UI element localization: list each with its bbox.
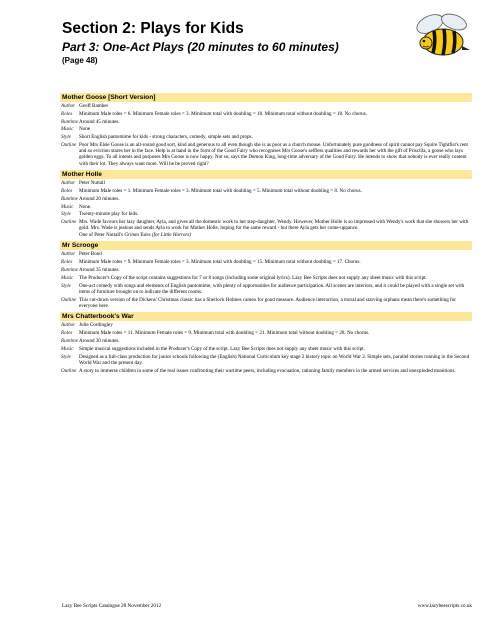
- outline-value: A story to immerse children in some of the real issues confronting their wartime peers, including evacuation, rationing family members in the armed services and unexploded munitions.: [79, 367, 456, 374]
- field-label: Author: [61, 251, 76, 258]
- roles-row: [60, 111, 472, 117]
- music-value: Simple musical suggestions included in the Producer's Copy of the script. Lazy Bee Scripts does not supply any sheet music with this script.: [79, 345, 365, 352]
- music-value: None.: [79, 203, 92, 210]
- style-row: [60, 283, 472, 295]
- runtime-row: [60, 338, 472, 344]
- plays-list: [60, 93, 472, 377]
- music-row: [60, 346, 472, 352]
- runtime-value: Around 35 minutes.: [79, 266, 120, 273]
- field-label: Music: [61, 203, 74, 210]
- music-value: None: [79, 126, 91, 133]
- author-value: Peter Bond: [79, 251, 102, 258]
- collection-title: Grimm Tales (for Little Horrors): [124, 231, 192, 238]
- style-row: [60, 211, 472, 217]
- field-label: Style: [61, 211, 71, 218]
- field-label: Style: [61, 282, 71, 289]
- runtime-value: Around 30 minutes.: [79, 338, 120, 345]
- outline-row: [60, 142, 472, 167]
- music-row: [60, 126, 472, 132]
- footer-website-link[interactable]: www.lazybeescripts.co.uk: [417, 603, 472, 609]
- author-value: Geoff Bamber: [79, 103, 109, 109]
- style-row: [60, 134, 472, 140]
- outline-value: This cut-down version of the Dickens' Christmas classic has a Sherlock Holmes cameo for good measure. Audience interaction, a moral and starving orphans mean there's something for everyone here.: [79, 296, 456, 309]
- field-label: Runtime: [61, 118, 78, 125]
- author-row: [60, 322, 472, 328]
- footer-catalogue-date: Lazy Bee Scripts Catalogue 28 November 2012: [62, 603, 162, 609]
- runtime-row: [60, 196, 472, 202]
- style-value: One-act comedy with songs and elements of English pantomime, with plenty of opportunities for audience participation. All scenes are interiors, and it could be played with a single set with items of furniture brought on to indicate the different rooms.: [79, 282, 465, 295]
- field-label: Style: [61, 353, 71, 360]
- outline-value: [79, 219, 472, 238]
- field-label: Roles: [61, 188, 73, 195]
- music-row: [60, 204, 472, 210]
- field-label: Roles: [61, 330, 73, 337]
- field-label: Outline: [61, 219, 77, 226]
- outline-text: Mrs. Wade favours her lazy daughter, Ayla, and gives all the domestic work to her step-daughter, Wendy. However, Mother Holle is so impressed with Wendy's work that she showers her with gold. Mrs. Wade is jealous and sends Ayla to work for Mother Holle, hoping for the same reward - but there Ayla gets her come-uppance.: [79, 219, 469, 232]
- outline-row: [60, 219, 472, 238]
- roles-row: [60, 330, 472, 336]
- author-value: Julie Cordingley: [79, 322, 113, 329]
- style-value: Twenty-minute play for kids.: [79, 211, 139, 218]
- field-label: Outline: [61, 367, 77, 374]
- lazy-bee-logo-icon: [412, 10, 474, 62]
- field-label: Music: [61, 345, 74, 352]
- outline-extra-prefix: One of Peter Nuttall's: [79, 231, 125, 238]
- play-title: Mother Goose [Short Version]: [60, 93, 472, 102]
- field-label: Outline: [61, 141, 77, 148]
- roles-value: Minimum Male roles = 11. Minimum Female roles = 9. Minimum total with doubling = 21. Minimum total without doubling = 28. No chorus.: [79, 330, 370, 337]
- field-label: Music: [61, 126, 74, 133]
- play-entry-mother-goose: [60, 93, 472, 167]
- field-label: Runtime: [61, 338, 78, 345]
- music-value: The Producer's Copy of the script contains suggestions for 7 or 8 songs (including some original lyrics). Lazy Bee Scripts does not supply any sheet music with this script.: [79, 274, 427, 281]
- style-value: Short English pantomime for kids - strong characters, comedy, simple sets and props.: [79, 134, 253, 141]
- outline-row: [60, 368, 472, 374]
- roles-row: [60, 259, 472, 265]
- author-row: [60, 103, 472, 109]
- part-subtitle: Part 3: One-Act Plays (20 minutes to 60 minutes): [62, 40, 339, 54]
- runtime-value: Around 45 minutes.: [79, 118, 120, 125]
- page-header: [62, 20, 422, 66]
- play-title: Mrs Chatterbook's War: [60, 312, 472, 321]
- roles-row: [60, 188, 472, 194]
- roles-value: Minimum Male roles = 9. Minimum Female roles = 3. Minimum total with doubling = 15. Minimum total without doubling = 17. Chorus.: [79, 259, 361, 266]
- runtime-row: [60, 267, 472, 273]
- outline-row: [60, 297, 472, 309]
- runtime-row: [60, 119, 472, 125]
- author-row: [60, 251, 472, 257]
- section-title: Section 2: Plays for Kids: [62, 20, 244, 37]
- field-label: Roles: [61, 259, 73, 266]
- play-entry-mother-holle: [60, 170, 472, 238]
- play-title: Mr Scrooge: [60, 241, 472, 250]
- field-label: Runtime: [61, 195, 78, 202]
- field-label: Author: [61, 180, 76, 187]
- field-label: Runtime: [61, 266, 78, 273]
- music-row: [60, 275, 472, 281]
- field-label: Author: [61, 322, 76, 329]
- page-reference: (Page 48): [62, 56, 98, 65]
- outline-value: Poor Mrs Elsie Goose is an all-round good sort, kind and generous to all even though she is as poor as a church mouse. Unfortunately pure goodness of spirit cannot pay Squire Tightfist's rent and so eviction stares her in the face. Help is at hand in the form of the Good Fairy who recognises Mrs Goose's selfless qualities and rewards her with the gift of Priscilla, a goose who lays golden eggs. To all intents and purposes Mrs Goose is now happy. Not so, says the Demon King, long-time adversary of the Good Fairy. He intends to show that nobody is ever really content with their lot. They always want more. Will he be proved right?: [79, 141, 468, 167]
- author-value: Peter Nuttall: [79, 180, 105, 187]
- play-title: Mother Holle: [60, 170, 472, 179]
- style-value: Designed as a full-class production for junior schools following the (English) National Curriculum key stage 2 history topic on World War 2. Simple sets, parallel stories running in the Second World War and the present day.: [79, 353, 470, 366]
- field-label: Outline: [61, 296, 77, 303]
- author-row: [60, 180, 472, 186]
- roles-value: Minimum Male roles = 6. Minimum Female roles = 3. Minimum total with doubling = 18. Minimum total without doubling = 18. No chorus.: [79, 110, 367, 117]
- page-footer: [62, 603, 472, 610]
- runtime-value: Around 20 minutes.: [79, 195, 120, 202]
- field-label: Style: [61, 134, 71, 141]
- style-row: [60, 354, 472, 366]
- play-entry-mrs-chatterbooks-war: [60, 312, 472, 373]
- roles-value: Minimum Male roles = 1. Minimum Female roles = 3. Minimum total with doubling = 5. Minimum total without doubling = 8. No chorus.: [79, 188, 362, 195]
- field-label: Music: [61, 274, 74, 281]
- field-label: Roles: [61, 110, 73, 117]
- play-entry-mr-scrooge: [60, 241, 472, 309]
- field-label: Author: [61, 103, 76, 109]
